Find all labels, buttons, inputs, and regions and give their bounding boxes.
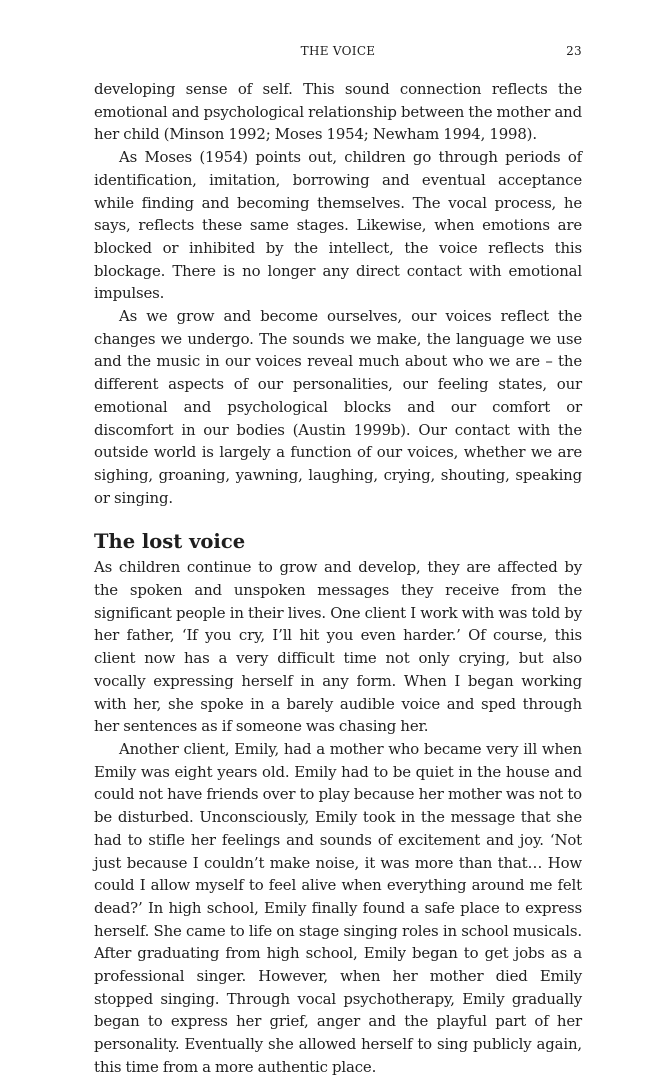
paragraph-grow: As we grow and become ourselves, our voices reflect the changes we undergo. The sounds we make, the language we use and the music in our voices reveal much about who we are – the different aspects of our personalities, our feeling states, our emotional and psychological blocks and our comfort or discomfort in our bodies (Austin 1999b). Our contact with the outside world is largely a function of our voices, whether we are sighing, groaning, yawning, laughing, crying, shouting, speaking or singing. <box>94 307 582 507</box>
paragraph-emily: Another client, Emily, had a mother who became very ill when Emily was eight years old. Emily had to be quiet in the house and could not have friends over to play because her mother was not to be disturbed. Unconsciously, Emily took in the message that she had to stifle her feelings and sounds of excitement and joy. ‘Not just because I couldn’t make noise, it was more than that… How could I allow myself to feel alive when everything around me felt dead?’ In high school, Emily finally found a safe place to express herself. She came to life on stage singing roles in school musicals. After graduating from high school, Emily began to get jobs as a professional singer. However, when her mother died Emily stopped singing. Through vocal psychotherapy, Emily gradually began to express her grief, anger and the playful part of her personality. Eventually she allowed herself to sing publicly again, this time from a more authentic place. <box>94 739 582 1076</box>
section-heading: The lost voice <box>94 530 246 554</box>
running-title: THE VOICE <box>300 44 376 58</box>
body-text <box>94 78 582 1079</box>
running-header <box>94 44 582 60</box>
paragraph-moses: As Moses (1954) points out, children go through periods of identification, imitation, borrowing and eventual acceptance while finding and becoming themselves. The vocal process, he says, reflects these same stages. Likewise, when emotions are blocked or inhibited by the intellect, the voice reflects this blockage. There is no longer any direct contact with emotional impulses. <box>94 148 582 303</box>
paragraph-children: As children continue to grow and develop, they are affected by the spoken and unspoken messages they receive from the significant people in their lives. One client I work with was told by her father, ‘If you cry, I’ll hit you even harder.’ Of course, this client now has a very difficult time not only crying, but also vocally expressing herself in any form. When I began working with her, she spoke in a barely audible voice and sped through her sentences as if someone was chasing her. <box>94 558 582 736</box>
page-number: 23 <box>566 44 582 58</box>
paragraph-continued: developing sense of self. This sound connection reflects the emotional and psychological relationship between the mother and her child (Minson 1992; Moses 1954; Newham 1994, 1998). <box>94 80 582 144</box>
